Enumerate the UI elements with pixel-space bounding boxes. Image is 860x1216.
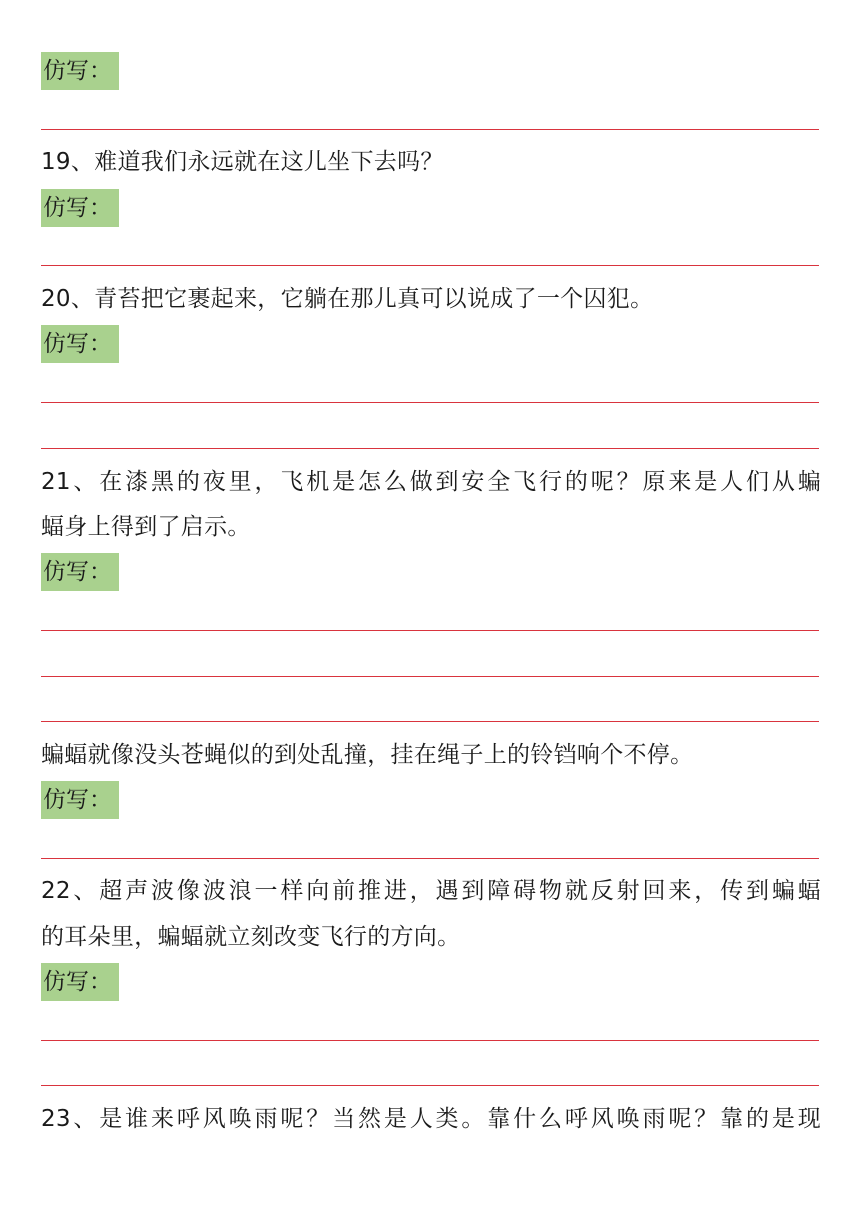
question-23-line-1: 23、是谁来呼风唤雨呢？当然是人类。靠什么呼风唤雨呢？靠的是现 — [41, 1106, 821, 1132]
question-22-line-2: 的耳朵里，蝙蝠就立刻改变飞行的方向。 — [41, 924, 461, 950]
question-19: 19、难道我们永远就在这儿坐下去吗？ — [41, 149, 444, 175]
answer-line[interactable] — [41, 630, 819, 631]
answer-line[interactable] — [41, 721, 819, 722]
answer-line[interactable] — [41, 402, 819, 403]
imitation-label: 仿写： — [41, 963, 119, 1001]
answer-line[interactable] — [41, 858, 819, 859]
question-21-sentence-2: 蝙蝠就像没头苍蝇似的到处乱撞，挂在绳子上的铃铛响个不停。 — [41, 742, 694, 768]
answer-line[interactable] — [41, 129, 819, 130]
question-20: 20、青苔把它裹起来，它躺在那儿真可以说成了一个囚犯。 — [41, 286, 654, 312]
imitation-label: 仿写： — [41, 325, 119, 363]
answer-line[interactable] — [41, 448, 819, 449]
imitation-label: 仿写： — [41, 553, 119, 591]
question-22-line-1: 22、超声波像波浪一样向前推进，遇到障碍物就反射回来，传到蝙蝠 — [41, 878, 821, 904]
imitation-label: 仿写： — [41, 52, 119, 90]
answer-line[interactable] — [41, 1085, 819, 1086]
answer-line[interactable] — [41, 1040, 819, 1041]
answer-line[interactable] — [41, 265, 819, 266]
question-21-line-1: 21、在漆黑的夜里，飞机是怎么做到安全飞行的呢？原来是人们从蝙 — [41, 469, 821, 495]
imitation-label: 仿写： — [41, 781, 119, 819]
answer-line[interactable] — [41, 676, 819, 677]
imitation-label: 仿写： — [41, 189, 119, 227]
question-21-line-2: 蝠身上得到了启示。 — [41, 514, 251, 540]
